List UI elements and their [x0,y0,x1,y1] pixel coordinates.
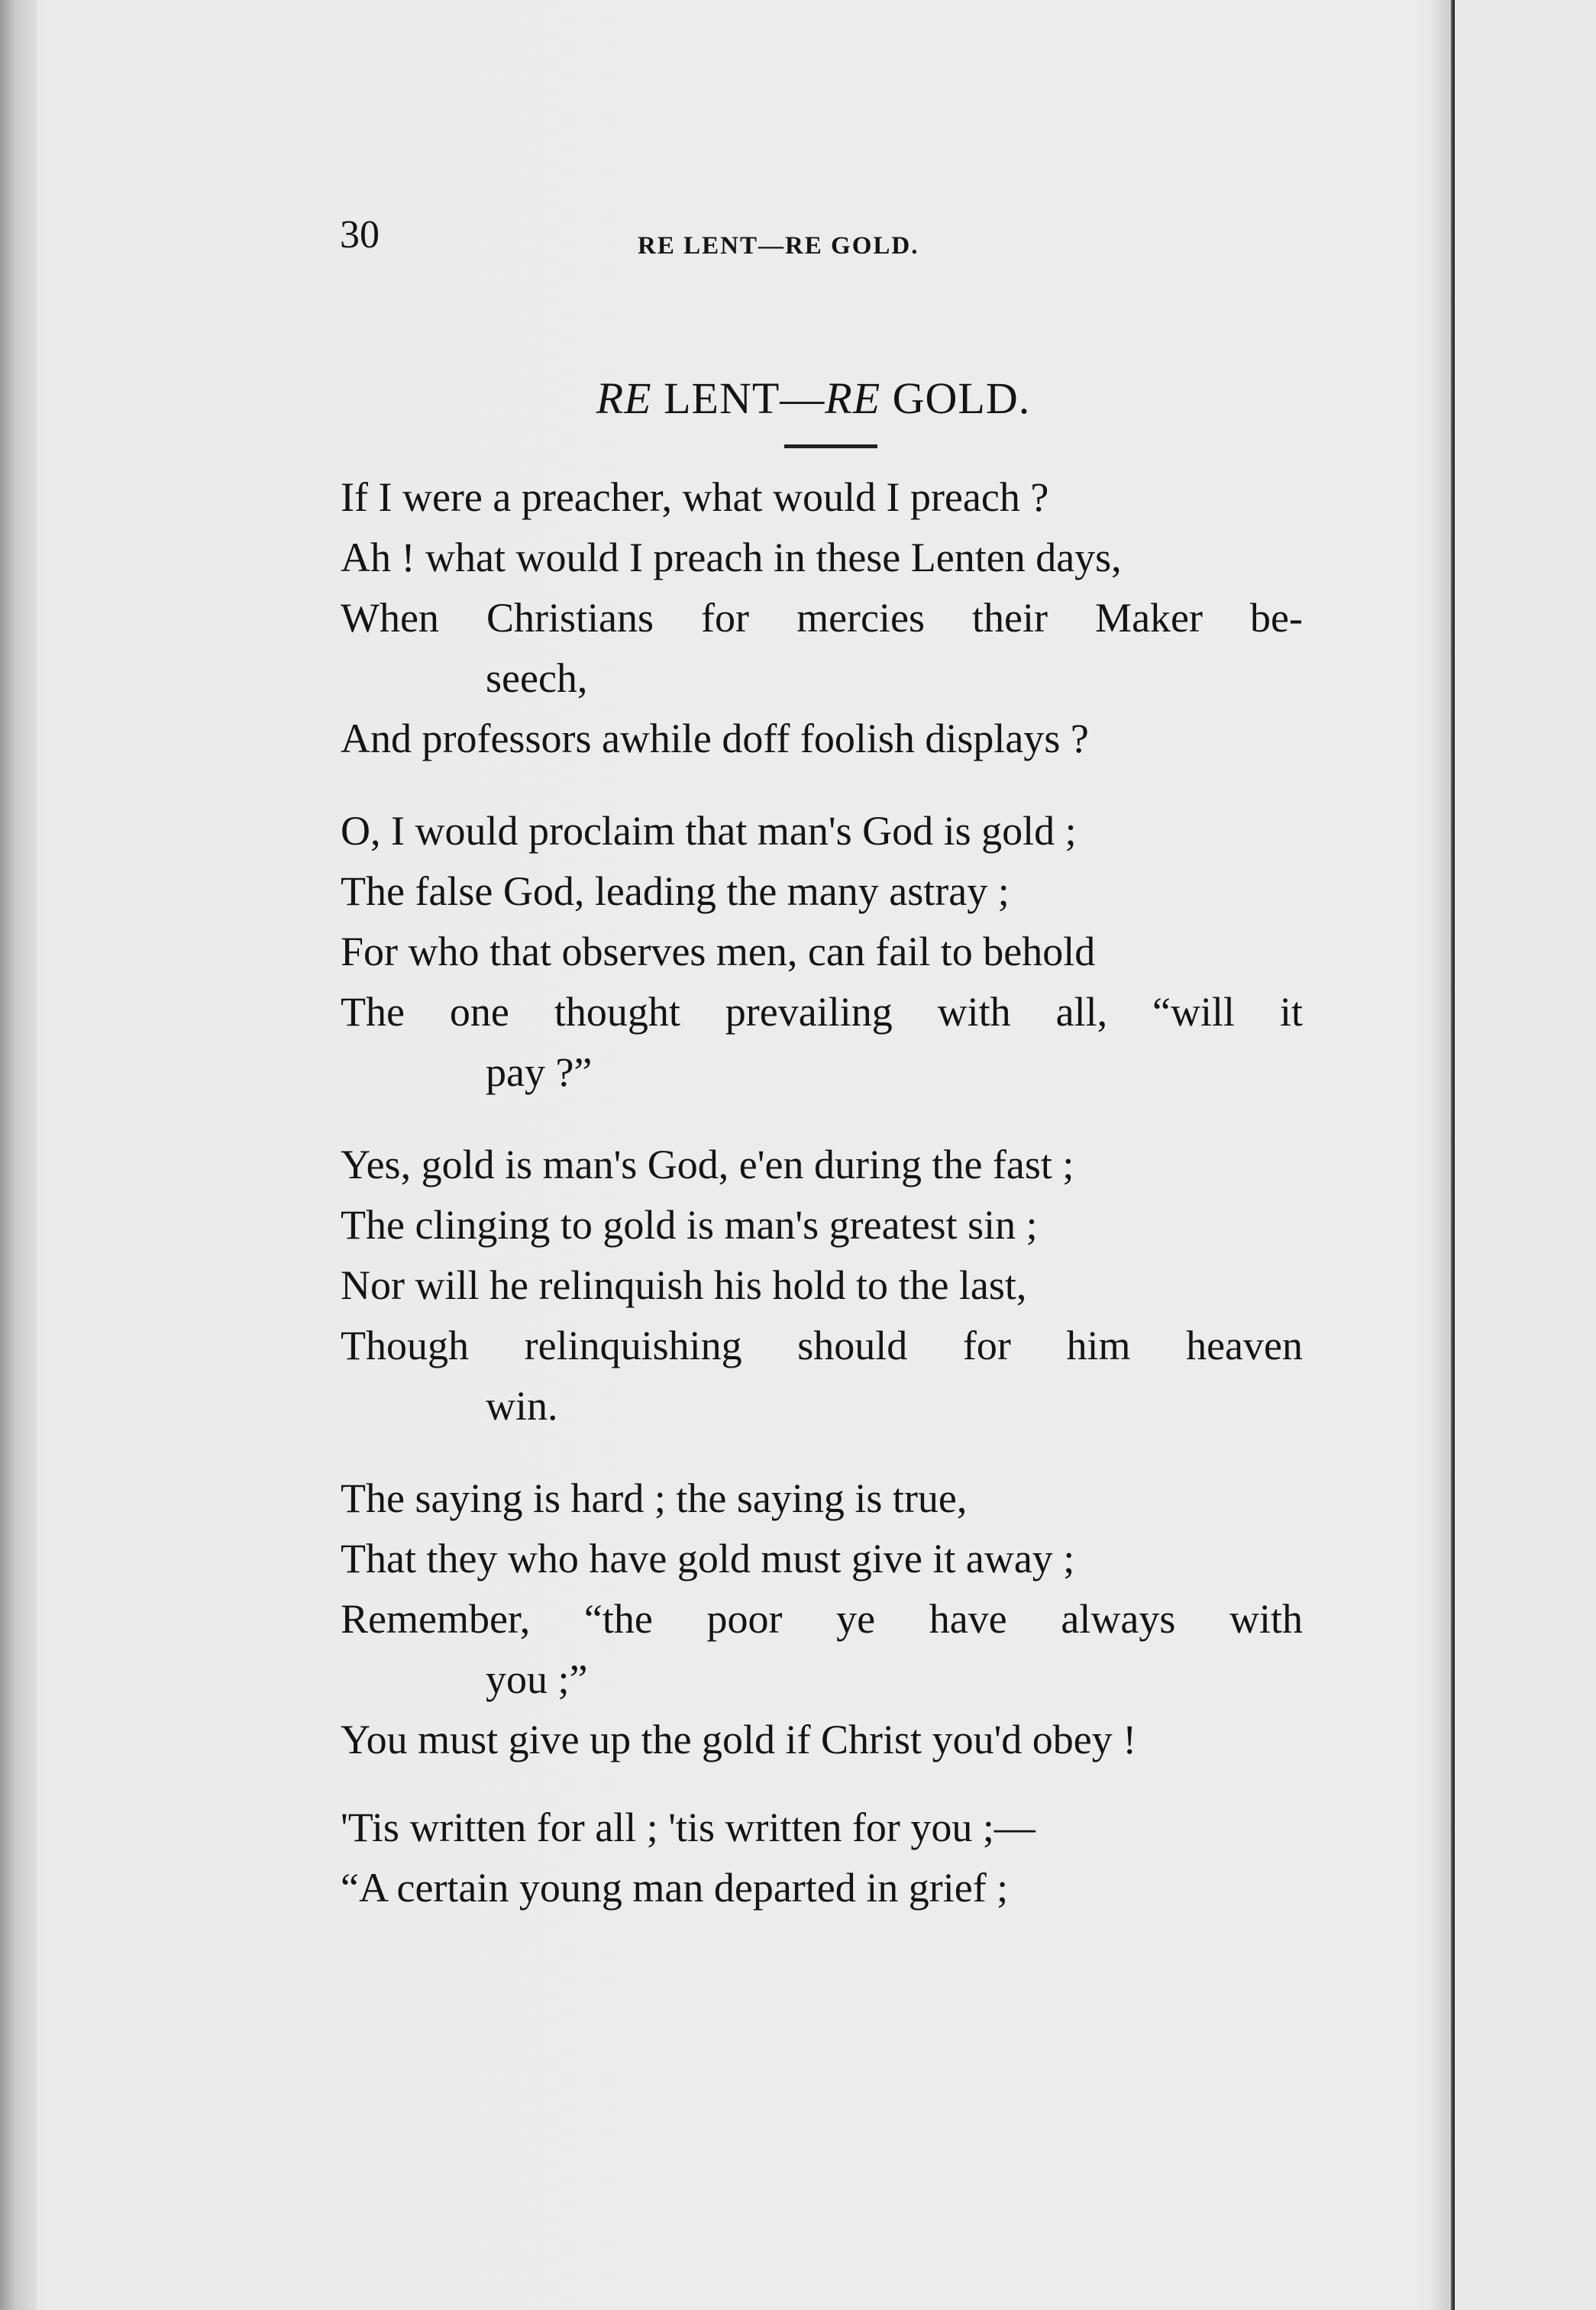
poem-line: Nor will he relinquish his hold to the last, [341,1262,1027,1308]
poem-line-continuation: pay ?” [486,1049,593,1095]
poem-line: Though relinquishing should for him heaven [341,1323,1303,1368]
stanza-break [341,1436,1326,1468]
poem-line: Yes, gold is man's God, e'en during the fast ; [341,1142,1074,1187]
title-prefix-2: RE [825,373,881,423]
poem-line-continuation: you ;” [486,1656,588,1702]
stanza-break [341,1103,1326,1135]
poem-line: Remember, “the poor ye have always with [341,1596,1303,1642]
stanza-break [341,1770,1326,1798]
poem-title [0,373,1596,424]
stanza-4 [341,1468,1326,1770]
poem-line: And professors awhile doff foolish displays ? [341,716,1089,761]
stanza-5 [341,1798,1326,1918]
adjacent-page-strip [1455,0,1596,2310]
poem-line: If I were a preacher, what would I preach ? [341,474,1049,520]
stanza-1 [341,467,1326,769]
poem-line: Ah ! what would I preach in these Lenten days, [341,535,1122,580]
title-rule [784,444,877,448]
poem-line: “A certain young man departed in grief ; [341,1865,1009,1911]
page-edge-shadow [1428,0,1451,2310]
poem-line: That they who have gold must give it away ; [341,1536,1075,1581]
title-word-2: GOLD. [880,373,1031,423]
running-head: RE LENT—RE GOLD. [638,232,919,260]
poem-line-continuation: win. [486,1383,558,1429]
title-prefix-1: RE [596,373,652,423]
poem-line: O, I would proclaim that man's God is gold ; [341,808,1077,854]
poem-line-continuation: seech, [486,655,588,701]
poem-line: For who that observes men, can fail to behold [341,929,1096,974]
poem-line: You must give up the gold if Christ you'd obey ! [341,1717,1137,1762]
poem-line: The one thought prevailing with all, “will it [341,989,1303,1035]
stanza-2 [341,801,1326,1103]
title-word-1: LENT— [651,373,825,423]
poem-line: The clinging to gold is man's greatest sin ; [341,1202,1038,1248]
poem-line: The saying is hard ; the saying is true, [341,1475,968,1521]
poem-line: When Christians for mercies their Maker be- [341,595,1303,641]
stanza-break [341,769,1326,801]
poem-line: The false God, leading the many astray ; [341,868,1010,914]
poem-line: 'Tis written for all ; 'tis written for you ;— [341,1804,1035,1850]
stanza-3 [341,1135,1326,1436]
binding-shadow [0,0,37,2310]
page-number: 30 [340,213,380,257]
poem-body [341,467,1326,1918]
